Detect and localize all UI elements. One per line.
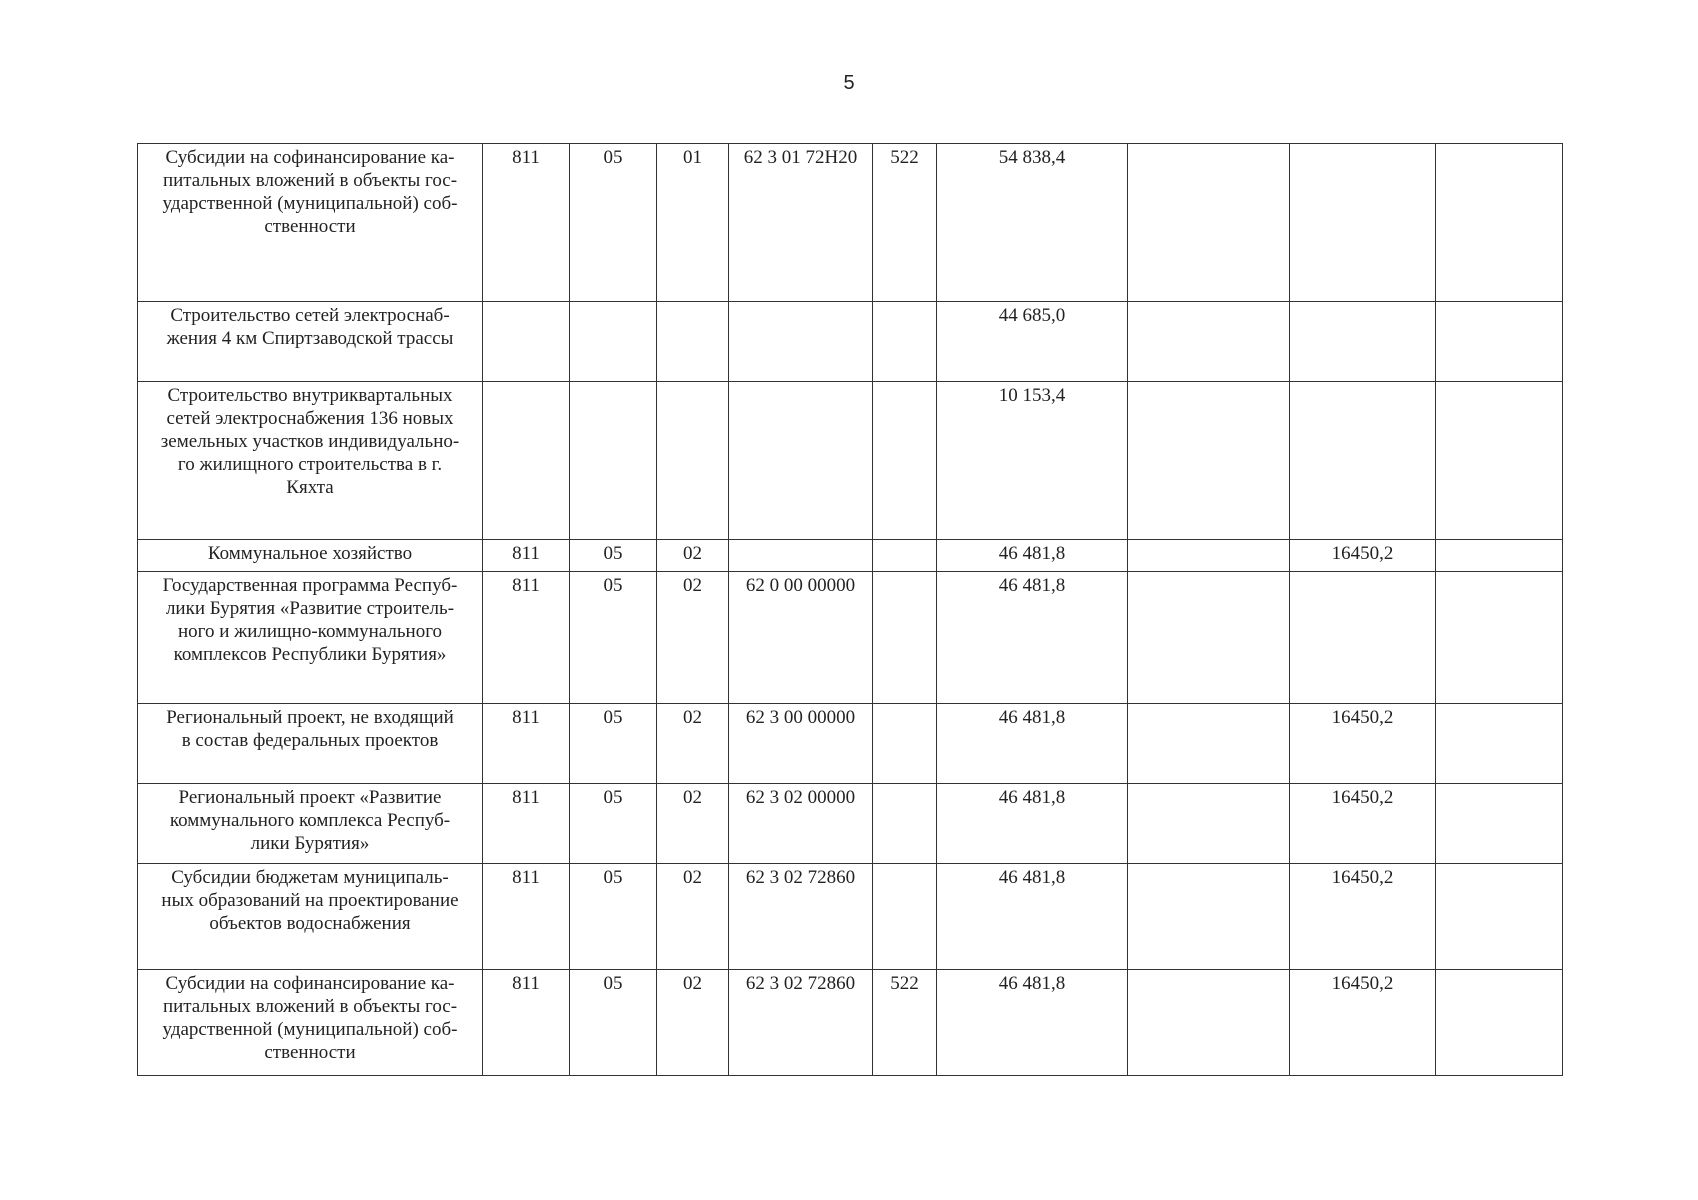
ministry-code-cell: 811 bbox=[483, 144, 570, 302]
ministry-code-cell: 811 bbox=[483, 540, 570, 572]
table-row bbox=[138, 970, 1563, 1076]
expense-type-cell bbox=[873, 540, 937, 572]
table-row bbox=[138, 704, 1563, 784]
col10-cell bbox=[1436, 970, 1563, 1076]
table-body bbox=[138, 144, 1563, 1076]
col9-cell bbox=[1290, 302, 1436, 382]
col10-cell bbox=[1436, 784, 1563, 864]
expense-type-cell: 522 bbox=[873, 970, 937, 1076]
col9-cell bbox=[1290, 144, 1436, 302]
section-code-cell bbox=[570, 302, 657, 382]
expense-type-cell bbox=[873, 302, 937, 382]
col10-cell bbox=[1436, 704, 1563, 784]
col9-cell: 16450,2 bbox=[1290, 540, 1436, 572]
amount-cell: 46 481,8 bbox=[937, 572, 1128, 704]
item-name-line: комплексов Республики Бурятия» bbox=[173, 644, 447, 665]
item-name-cell bbox=[138, 864, 483, 970]
expense-type-cell bbox=[873, 704, 937, 784]
item-name-line: лики Бурятия» bbox=[250, 833, 370, 854]
table-row bbox=[138, 864, 1563, 970]
ministry-code-cell bbox=[483, 382, 570, 540]
item-name-line: Государственная программа Респуб- bbox=[162, 575, 458, 596]
item-name-cell bbox=[138, 382, 483, 540]
amount-cell: 46 481,8 bbox=[937, 704, 1128, 784]
expense-type-cell bbox=[873, 864, 937, 970]
subsection-code-cell bbox=[657, 302, 729, 382]
item-name-line: лики Бурятия «Развитие строитель- bbox=[165, 598, 455, 619]
amount-cell: 46 481,8 bbox=[937, 540, 1128, 572]
item-name-line: ных образований на проектирование bbox=[161, 890, 459, 911]
col9-cell: 16450,2 bbox=[1290, 784, 1436, 864]
ministry-code-cell: 811 bbox=[483, 572, 570, 704]
col10-cell bbox=[1436, 572, 1563, 704]
amount-cell: 54 838,4 bbox=[937, 144, 1128, 302]
item-name-line: объектов водоснабжения bbox=[209, 913, 411, 934]
amount-cell: 10 153,4 bbox=[937, 382, 1128, 540]
col10-cell bbox=[1436, 382, 1563, 540]
expense-type-cell bbox=[873, 784, 937, 864]
target-article-cell: 62 3 02 72860 bbox=[729, 970, 873, 1076]
amount-cell: 46 481,8 bbox=[937, 864, 1128, 970]
subsection-code-cell: 01 bbox=[657, 144, 729, 302]
item-name-line: Региональный проект, не входящий bbox=[166, 707, 454, 728]
amount-cell: 44 685,0 bbox=[937, 302, 1128, 382]
target-article-cell: 62 0 00 00000 bbox=[729, 572, 873, 704]
item-name-line: коммунального комплекса Респуб- bbox=[169, 810, 451, 831]
item-name-line: Строительство внутриквартальных bbox=[167, 385, 453, 406]
col9-cell bbox=[1290, 572, 1436, 704]
col8-cell bbox=[1128, 382, 1290, 540]
col10-cell bbox=[1436, 540, 1563, 572]
col9-cell: 16450,2 bbox=[1290, 970, 1436, 1076]
expense-type-cell: 522 bbox=[873, 144, 937, 302]
item-name-cell bbox=[138, 784, 483, 864]
section-code-cell: 05 bbox=[570, 864, 657, 970]
col8-cell bbox=[1128, 540, 1290, 572]
item-name-line: жения 4 км Спиртзаводской трассы bbox=[166, 328, 454, 349]
ministry-code-cell: 811 bbox=[483, 970, 570, 1076]
col8-cell bbox=[1128, 144, 1290, 302]
section-code-cell: 05 bbox=[570, 704, 657, 784]
table-row bbox=[138, 144, 1563, 302]
subsection-code-cell: 02 bbox=[657, 540, 729, 572]
item-name-line: в состав федеральных проектов bbox=[181, 730, 439, 751]
item-name-cell bbox=[138, 540, 483, 572]
subsection-code-cell: 02 bbox=[657, 572, 729, 704]
target-article-cell: 62 3 02 00000 bbox=[729, 784, 873, 864]
item-name-line: питальных вложений в объекты гос- bbox=[162, 996, 458, 1017]
ministry-code-cell: 811 bbox=[483, 864, 570, 970]
table-row bbox=[138, 302, 1563, 382]
subsection-code-cell: 02 bbox=[657, 704, 729, 784]
item-name-line: Кяхта bbox=[286, 477, 334, 498]
item-name-line: ственности bbox=[264, 1042, 356, 1063]
item-name-line: го жилищного строительства в г. bbox=[177, 454, 443, 475]
expense-type-cell bbox=[873, 382, 937, 540]
item-name-cell bbox=[138, 144, 483, 302]
target-article-cell: 62 3 01 72Н20 bbox=[729, 144, 873, 302]
target-article-cell: 62 3 02 72860 bbox=[729, 864, 873, 970]
item-name-line: ного и жилищно-коммунального bbox=[177, 621, 443, 642]
section-code-cell: 05 bbox=[570, 540, 657, 572]
item-name-line: ударственной (муниципальной) соб- bbox=[162, 1019, 458, 1040]
table-row bbox=[138, 382, 1563, 540]
col9-cell bbox=[1290, 382, 1436, 540]
item-name-cell bbox=[138, 302, 483, 382]
item-name-cell bbox=[138, 704, 483, 784]
budget-table bbox=[137, 143, 1563, 1076]
col10-cell bbox=[1436, 302, 1563, 382]
col8-cell bbox=[1128, 704, 1290, 784]
section-code-cell: 05 bbox=[570, 784, 657, 864]
page-number: 5 bbox=[843, 72, 855, 94]
item-name-line: сетей электроснабжения 136 новых bbox=[166, 408, 454, 429]
amount-cell: 46 481,8 bbox=[937, 970, 1128, 1076]
section-code-cell bbox=[570, 382, 657, 540]
ministry-code-cell: 811 bbox=[483, 784, 570, 864]
ministry-code-cell: 811 bbox=[483, 704, 570, 784]
expense-type-cell bbox=[873, 572, 937, 704]
item-name-line: Субсидии бюджетам муниципаль- bbox=[171, 867, 449, 888]
subsection-code-cell: 02 bbox=[657, 970, 729, 1076]
table-row bbox=[138, 572, 1563, 704]
item-name-line: Региональный проект «Развитие bbox=[178, 787, 442, 808]
item-name-cell bbox=[138, 572, 483, 704]
item-name-line: ственности bbox=[264, 216, 356, 237]
col8-cell bbox=[1128, 302, 1290, 382]
subsection-code-cell: 02 bbox=[657, 864, 729, 970]
item-name-line: Строительство сетей электроснаб- bbox=[170, 305, 450, 326]
col10-cell bbox=[1436, 864, 1563, 970]
target-article-cell bbox=[729, 302, 873, 382]
item-name-line: ударственной (муниципальной) соб- bbox=[162, 193, 458, 214]
col8-cell bbox=[1128, 864, 1290, 970]
item-name-line: Коммунальное хозяйство bbox=[207, 543, 413, 564]
col9-cell: 16450,2 bbox=[1290, 704, 1436, 784]
col9-cell: 16450,2 bbox=[1290, 864, 1436, 970]
col8-cell bbox=[1128, 784, 1290, 864]
target-article-cell bbox=[729, 540, 873, 572]
col8-cell bbox=[1128, 970, 1290, 1076]
item-name-cell bbox=[138, 970, 483, 1076]
subsection-code-cell bbox=[657, 382, 729, 540]
col8-cell bbox=[1128, 572, 1290, 704]
item-name-line: земельных участков индивидуально- bbox=[160, 431, 460, 452]
target-article-cell bbox=[729, 382, 873, 540]
section-code-cell: 05 bbox=[570, 144, 657, 302]
section-code-cell: 05 bbox=[570, 970, 657, 1076]
table-row bbox=[138, 540, 1563, 572]
item-name-line: Субсидии на софинансирование ка- bbox=[165, 973, 455, 994]
table-row bbox=[138, 784, 1563, 864]
ministry-code-cell bbox=[483, 302, 570, 382]
amount-cell: 46 481,8 bbox=[937, 784, 1128, 864]
item-name-line: Субсидии на софинансирование ка- bbox=[165, 147, 455, 168]
subsection-code-cell: 02 bbox=[657, 784, 729, 864]
target-article-cell: 62 3 00 00000 bbox=[729, 704, 873, 784]
item-name-line: питальных вложений в объекты гос- bbox=[162, 170, 458, 191]
section-code-cell: 05 bbox=[570, 572, 657, 704]
col10-cell bbox=[1436, 144, 1563, 302]
